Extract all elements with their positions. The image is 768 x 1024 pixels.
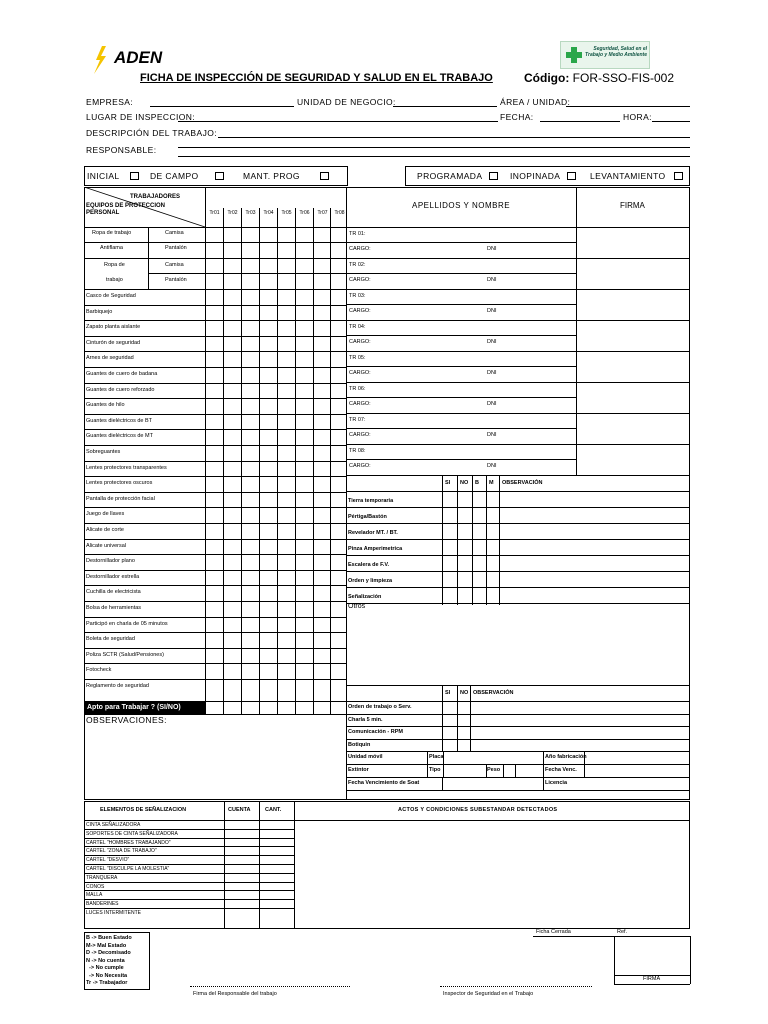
check-item: Señalización xyxy=(348,594,382,600)
check2-v xyxy=(442,777,443,790)
worker-line xyxy=(346,335,576,336)
page-title: FICHA DE INSPECCIÓN DE SEGURIDAD Y SALUD EN EL TRABAJO xyxy=(140,72,493,84)
descripcion-field-2[interactable] xyxy=(178,147,690,148)
cargo-label: CARGO: xyxy=(349,370,371,376)
ropa2b: trabajo xyxy=(106,277,123,283)
senal-item: CARTEL "DESVIO" xyxy=(86,857,130,864)
ppe-item-label: Pantalla de protección facial xyxy=(86,495,155,502)
tr-label: TR 04: xyxy=(349,324,366,330)
tr-label: TR 02: xyxy=(349,262,366,268)
responsable-label: RESPONSABLE: xyxy=(86,145,157,155)
firma-label: FIRMA xyxy=(643,976,661,982)
pantalon: Pantalón xyxy=(165,277,187,283)
dni-label: DNI xyxy=(487,246,497,252)
row-line xyxy=(84,461,346,462)
senal-item: BANDERINES xyxy=(86,901,119,908)
row-line xyxy=(84,383,346,384)
row-line xyxy=(84,679,346,680)
check2-v xyxy=(543,751,544,790)
type-levantamiento: LEVANTAMIENTO xyxy=(590,171,666,181)
decampo-checkbox[interactable] xyxy=(215,172,224,180)
check-header: NO xyxy=(460,480,469,486)
check-col xyxy=(499,476,500,491)
check2-v xyxy=(503,764,504,777)
check2-item: Orden de trabajo o Serv. xyxy=(348,704,412,710)
soat-label: Fecha Vencimiento de Soat xyxy=(348,780,420,786)
senal-item: CONOS xyxy=(86,883,105,890)
senal-row-line[interactable] xyxy=(84,908,294,909)
area-field[interactable] xyxy=(566,106,690,107)
empresa-field[interactable] xyxy=(150,106,294,107)
main-divider xyxy=(346,187,347,800)
check-item: Tierra temporaria xyxy=(348,498,394,504)
senal-line xyxy=(84,820,690,821)
worker-line xyxy=(346,366,576,367)
row-line xyxy=(84,648,346,649)
resp-sign-line[interactable] xyxy=(190,986,350,987)
ppe-item-label: Barbiquejo xyxy=(86,308,113,315)
ropa2a: Ropa de xyxy=(104,262,125,268)
senal-row-line[interactable] xyxy=(84,864,294,865)
check2-line[interactable] xyxy=(346,751,690,752)
check2-v xyxy=(443,751,444,777)
ppe-item-label: Fotocheck xyxy=(86,667,112,674)
levantamiento-checkbox[interactable] xyxy=(674,172,683,180)
sso-logo-text: Seguridad, Salud en el Trabajo y Medio Ambiente xyxy=(585,46,647,58)
tr-label: TR 01: xyxy=(349,231,366,237)
row-line xyxy=(84,492,346,493)
descripcion-field[interactable] xyxy=(218,137,690,138)
tr-label: TR 05: xyxy=(349,355,366,361)
senal-row-line[interactable] xyxy=(84,882,294,883)
senal-item: LUCES INTERMITENTE xyxy=(86,910,142,916)
ppe-item-label: Guantes de hilo xyxy=(86,402,125,409)
unidad-label: UNIDAD DE NEGOCIO: xyxy=(297,97,396,107)
lugar-label: LUGAR DE INSPECCION: xyxy=(86,112,196,122)
row-line xyxy=(84,289,346,290)
apto-label: Apto para Trabajar ? (SI/NO) xyxy=(84,701,206,714)
cant-header: CANT. xyxy=(265,807,282,813)
tr-col-header: Tr01 xyxy=(209,210,220,216)
check-col xyxy=(472,476,473,605)
check-line[interactable] xyxy=(346,523,690,524)
worker-row-line[interactable] xyxy=(346,475,690,476)
ppe-item-label: Destornillador plano xyxy=(86,558,135,565)
legend-item: Tr -> Trabajador xyxy=(86,980,128,986)
peso-label: Peso xyxy=(487,767,501,773)
ppe-item-label: Destornillador estrella xyxy=(86,573,140,580)
check-line[interactable] xyxy=(346,555,690,556)
firma-box-right xyxy=(690,936,691,984)
cargo-label: CARGO: xyxy=(349,463,371,469)
ficha-cerrada: Ficha Cerrada xyxy=(536,929,571,935)
senal-item: TRANQUERA xyxy=(86,874,118,881)
senal-col xyxy=(294,801,295,929)
check2-v xyxy=(486,764,487,777)
type-mant: MANT. PROG xyxy=(243,171,300,181)
dni-label: DNI xyxy=(487,401,497,407)
fechav-label: Fecha Venc. xyxy=(545,767,577,773)
senal-item: CINTA SEÑALIZADORA xyxy=(86,822,141,828)
ppe-item-label: Juego de llaves xyxy=(86,511,125,518)
check2-line[interactable] xyxy=(346,739,690,740)
senal-col xyxy=(259,801,260,929)
pantalon: Pantalón xyxy=(165,245,187,251)
inspector-label: Inspector de Seguridad en el Trabajo xyxy=(443,991,534,997)
senal-row-line[interactable] xyxy=(84,899,294,900)
worker-row-line[interactable] xyxy=(346,289,690,290)
otros-label: Otros xyxy=(348,603,366,610)
check-line[interactable] xyxy=(346,507,690,508)
area-label: ÁREA / UNIDAD: xyxy=(500,97,571,107)
code-label: Código: xyxy=(524,71,570,85)
check-line[interactable] xyxy=(346,587,690,588)
check-line[interactable] xyxy=(346,571,690,572)
senal-item: CARTEL "ZONA DE TRABAJO" xyxy=(86,848,157,855)
descripcion-label: DESCRIPCIÓN DEL TRABAJO: xyxy=(86,128,217,138)
check2-col xyxy=(470,685,471,701)
check2-item: Charla 5 min. xyxy=(348,716,383,723)
check-item: Orden y limpieza xyxy=(348,578,393,584)
check-item: Escalera de F.V. xyxy=(348,562,390,568)
worker-line xyxy=(346,242,576,243)
firma-sep xyxy=(576,187,577,476)
inspector-sign-line[interactable] xyxy=(440,986,592,987)
senal-item: CARTEL "HOMBRES TRABAJANDO" xyxy=(86,839,171,846)
legend-item: -> No Necesita xyxy=(86,972,128,979)
check-item: Revelador MT. / BT. xyxy=(348,530,398,536)
dni-label: DNI xyxy=(487,277,497,283)
tr-label: TR 03: xyxy=(349,293,366,299)
row-line xyxy=(84,242,346,243)
tipo-label: Tipo xyxy=(429,767,441,773)
check-item: Pinza Amperimetrica xyxy=(348,546,403,552)
row-line xyxy=(84,585,346,586)
trabajadores-label: TRABAJADORES xyxy=(130,194,181,200)
firma-box-bottom xyxy=(614,984,690,985)
fecha-field[interactable] xyxy=(540,121,620,122)
check2-item: Botiquin xyxy=(348,741,371,748)
unidad-label: Unidad móvil xyxy=(348,754,383,760)
check2-line xyxy=(346,701,690,702)
row-line xyxy=(84,570,346,571)
check-item: Pértiga/Bastón xyxy=(348,514,387,520)
sso-logo xyxy=(560,41,650,69)
worker-row-line[interactable] xyxy=(346,258,690,259)
check-col xyxy=(457,476,458,605)
hora-field[interactable] xyxy=(652,121,690,122)
row-line xyxy=(84,305,346,306)
check2-header: SI xyxy=(445,690,451,696)
dni-label: DNI xyxy=(487,308,497,314)
check-col xyxy=(486,476,487,605)
ppe-item-label: Participó en charla de 05 minutos xyxy=(86,620,168,627)
legend-item: D -> Decomisado xyxy=(86,950,131,956)
apellidos-header: APELLIDOS Y NOMBRE xyxy=(412,201,511,210)
anio-label: Año fabricación xyxy=(545,754,587,760)
check2-line[interactable] xyxy=(346,777,690,778)
placa-label: Placa xyxy=(429,754,444,760)
check2-header: NO xyxy=(460,690,469,696)
check2-col xyxy=(457,685,458,751)
check-line xyxy=(346,685,690,686)
legend-item: M-> Mal Estado xyxy=(86,942,127,949)
type-decampo: DE CAMPO xyxy=(150,171,199,181)
check-header: OBSERVACIÓN xyxy=(502,480,543,486)
worker-line xyxy=(346,304,576,305)
ppe-item-label: Bolsa de herramientas xyxy=(86,605,142,611)
check-line[interactable] xyxy=(346,539,690,540)
row-line xyxy=(148,273,346,274)
row-line xyxy=(84,398,346,399)
check2-line[interactable] xyxy=(346,726,690,727)
empresa-label: EMPRESA: xyxy=(86,97,134,107)
ppe-item-label: Guantes dieléctricos de BT xyxy=(86,417,153,424)
row-line xyxy=(84,507,346,508)
cargo-label: CARGO: xyxy=(349,308,371,314)
worker-row-line[interactable] xyxy=(346,320,690,321)
lugar-field[interactable] xyxy=(178,121,498,122)
firma-responsable: Firma del Responsable del trabajo xyxy=(193,991,277,997)
responsable-field[interactable] xyxy=(178,156,690,157)
legend-item: N -> No cuenta xyxy=(86,957,125,964)
row-line xyxy=(84,632,346,633)
ropa-sep xyxy=(148,227,149,289)
senal-item: MALLA xyxy=(86,892,103,899)
check2-line[interactable] xyxy=(346,714,690,715)
health-cross-icon xyxy=(565,46,583,64)
row-line xyxy=(84,663,346,664)
worker-row-line[interactable] xyxy=(346,444,690,445)
logo-text: ADEN xyxy=(114,48,163,67)
dni-label: DNI xyxy=(487,432,497,438)
legend-item: B -> Buen Estado xyxy=(86,935,132,941)
programada-checkbox[interactable] xyxy=(489,172,498,180)
dni-label: DNI xyxy=(487,339,497,345)
dni-label: DNI xyxy=(487,463,497,469)
worker-row-line[interactable] xyxy=(346,413,690,414)
ppe-item-label: Boleta de seguridad xyxy=(86,636,135,643)
check-header: B xyxy=(475,480,479,486)
tr-col-sep xyxy=(205,187,206,714)
ppe-item-label: Guantes de cuero de badana xyxy=(86,371,158,377)
tr-col-header: Tr02 xyxy=(227,210,238,216)
check-line[interactable] xyxy=(346,603,690,604)
ppe-item-label: Sobreguantes xyxy=(86,449,121,455)
row-line xyxy=(84,476,346,477)
type-inopinada: INOPINADA xyxy=(510,171,561,181)
firma-box-left xyxy=(614,936,615,984)
header-bottom xyxy=(84,227,690,228)
extintor-label: Extintor xyxy=(348,767,369,773)
worker-line xyxy=(346,397,576,398)
ppe-item-label: Reglamento de seguridad xyxy=(86,683,149,689)
code-value: FOR-SSO-FIS-002 xyxy=(572,71,675,85)
check2-line[interactable] xyxy=(346,764,690,765)
senal-item: CARTEL "DISCULPE LA MOLESTIA" xyxy=(86,866,170,872)
worker-line xyxy=(346,273,576,274)
tr-col-header: Tr08 xyxy=(334,210,345,216)
check2-header: OBSERVACIÓN xyxy=(473,690,514,696)
type-programada: PROGRAMADA xyxy=(417,171,483,181)
hora-label: HORA: xyxy=(623,112,652,122)
legend-item: -> No cumple xyxy=(86,965,124,971)
ppe-item-label: Arnes de seguridad xyxy=(86,355,134,362)
cargo-label: CARGO: xyxy=(349,246,371,252)
mant-checkbox[interactable] xyxy=(320,172,329,180)
check2-v xyxy=(427,751,428,777)
tr-col-header: Tr06 xyxy=(299,210,310,216)
check2-line xyxy=(346,790,690,791)
senal-item: SOPORTES DE CINTA SEÑALIZADORA xyxy=(86,830,178,837)
worker-line xyxy=(346,428,576,429)
senal-row-line[interactable] xyxy=(84,855,294,856)
check-line xyxy=(346,491,690,492)
row-line xyxy=(84,523,346,524)
row-line xyxy=(84,429,346,430)
ppe-item-label: Alicate de corte xyxy=(86,527,124,533)
senal-row-line[interactable] xyxy=(84,829,294,830)
row-line xyxy=(84,445,346,446)
ropa1: Ropa de trabajo xyxy=(92,230,132,236)
firma-header: FIRMA xyxy=(620,201,645,210)
tr-col-header: Tr03 xyxy=(245,210,256,216)
row-line xyxy=(84,351,346,352)
senal-row-line[interactable] xyxy=(84,873,294,874)
ppe-item-label: Cuchilla de electricista xyxy=(86,589,141,596)
check2-item: Comunicación - RPM xyxy=(348,729,404,735)
licencia-label: Licencia xyxy=(545,780,568,786)
ppe-item-label: Guantes dieléctricos de MT xyxy=(86,433,153,440)
senal-row-line[interactable] xyxy=(84,846,294,847)
row-line xyxy=(84,258,346,259)
ppe-item-label: Lentes protectores oscuros xyxy=(86,480,153,487)
equipos-label: EQUIPOS DE PROTECCION PERSONAL xyxy=(86,203,166,216)
cargo-label: CARGO: xyxy=(349,432,371,438)
inopinada-checkbox[interactable] xyxy=(567,172,576,180)
tr-label: TR 08: xyxy=(349,448,366,454)
tr-col-header: Tr07 xyxy=(317,210,328,216)
row-line xyxy=(84,320,346,321)
row-line xyxy=(84,336,346,337)
camisa: Camisa xyxy=(165,230,184,236)
ppe-item-label: Poliza SCTR (Salud/Pensiones) xyxy=(86,651,164,658)
inicial-checkbox[interactable] xyxy=(130,172,139,180)
form-code xyxy=(524,71,674,85)
check2-v xyxy=(584,751,585,777)
worker-row-line[interactable] xyxy=(346,382,690,383)
tr-col-header: Tr05 xyxy=(281,210,292,216)
cargo-label: CARGO: xyxy=(349,339,371,345)
ref-label: Ref. xyxy=(617,929,628,935)
senal-row-line[interactable] xyxy=(84,838,294,839)
bolt-icon xyxy=(92,46,108,74)
dni-label: DNI xyxy=(487,370,497,376)
senal-col xyxy=(224,801,225,929)
check-header: M xyxy=(489,480,494,486)
row-line xyxy=(84,601,346,602)
cargo-label: CARGO: xyxy=(349,401,371,407)
row-line xyxy=(84,414,346,415)
type-inicial: INICIAL xyxy=(87,171,120,181)
tr-label: TR 06: xyxy=(349,386,366,392)
worker-line xyxy=(346,459,576,460)
senal-title: ELEMENTOS DE SEÑALIZACION xyxy=(100,807,187,813)
worker-row-line[interactable] xyxy=(346,351,690,352)
row-line xyxy=(84,617,346,618)
company-logo xyxy=(92,46,182,74)
senal-row-line[interactable] xyxy=(84,890,294,891)
observaciones-label: OBSERVACIONES: xyxy=(86,715,167,725)
antiflama: Antiflama xyxy=(100,245,123,251)
unidad-field[interactable] xyxy=(393,106,497,107)
fecha-label: FECHA: xyxy=(500,112,534,122)
tr-col-header: Tr04 xyxy=(263,210,274,216)
ppe-item-label: Cinturón de seguridad xyxy=(86,339,141,346)
ppe-item-label: Lentes protectores transparentes xyxy=(86,464,167,471)
check2-v xyxy=(515,764,516,777)
ppe-item-label: Guantes de cuero reforzado xyxy=(86,386,155,393)
row-line xyxy=(84,554,346,555)
actos-header: ACTOS Y CONDICIONES SUBESTANDAR DETECTADOS xyxy=(398,807,558,813)
cuenta-header: CUENTA xyxy=(228,807,251,813)
ppe-item-label: Zapato planta aislante xyxy=(86,324,141,331)
row-line xyxy=(84,539,346,540)
tr-label: TR 07: xyxy=(349,417,366,423)
ficha-line xyxy=(533,936,690,937)
ppe-item-label: Casco de Seguridad xyxy=(86,293,136,299)
check-header: SI xyxy=(445,480,451,486)
ppe-item-label: Alicate universal xyxy=(86,542,127,549)
row-line xyxy=(84,367,346,368)
camisa: Camisa xyxy=(165,262,184,268)
check-col xyxy=(442,476,443,605)
check2-col xyxy=(442,685,443,751)
cargo-label: CARGO: xyxy=(349,277,371,283)
